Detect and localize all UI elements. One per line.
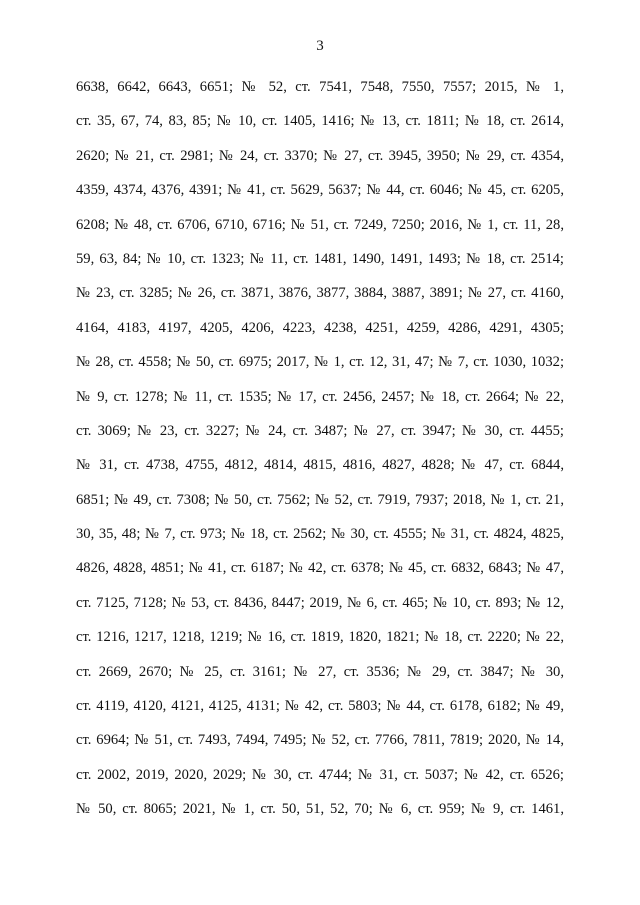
- text-line: 6208; № 48, ст. 6706, 6710, 6716; № 51, ст. 7249, 7250; 2016, № 1, ст. 11, 28,: [76, 216, 564, 233]
- text-line: № 50, ст. 8065; 2021, № 1, ст. 50, 51, 52, 70; № 6, ст. 959; № 9, ст. 1461,: [76, 801, 564, 818]
- text-line: 4359, 4374, 4376, 4391; № 41, ст. 5629, 5637; № 44, ст. 6046; № 45, ст. 6205,: [76, 182, 564, 199]
- text-line: ст. 7125, 7128; № 53, ст. 8436, 8447; 2019, № 6, ст. 465; № 10, ст. 893; № 12,: [76, 594, 564, 611]
- text-line: ст. 35, 67, 74, 83, 85; № 10, ст. 1405, 1416; № 13, ст. 1811; № 18, ст. 2614,: [76, 113, 564, 130]
- text-line: 2620; № 21, ст. 2981; № 24, ст. 3370; № 27, ст. 3945, 3950; № 29, ст. 4354,: [76, 147, 564, 164]
- text-line: 30, 35, 48; № 7, ст. 973; № 18, ст. 2562; № 30, ст. 4555; № 31, ст. 4824, 4825,: [76, 526, 564, 543]
- text-line: ст. 2669, 2670; № 25, ст. 3161; № 27, ст. 3536; № 29, ст. 3847; № 30,: [76, 663, 564, 680]
- text-line: № 28, ст. 4558; № 50, ст. 6975; 2017, № 1, ст. 12, 31, 47; № 7, ст. 1030, 1032;: [76, 354, 564, 371]
- text-line: 4164, 4183, 4197, 4205, 4206, 4223, 4238, 4251, 4259, 4286, 4291, 4305;: [76, 319, 564, 336]
- text-line: ст. 6964; № 51, ст. 7493, 7494, 7495; № 52, ст. 7766, 7811, 7819; 2020, № 14,: [76, 732, 564, 749]
- text-line: ст. 3069; № 23, ст. 3227; № 24, ст. 3487; № 27, ст. 3947; № 30, ст. 4455;: [76, 422, 564, 439]
- text-line: ст. 2002, 2019, 2020, 2029; № 30, ст. 4744; № 31, ст. 5037; № 42, ст. 6526;: [76, 766, 564, 783]
- text-line: ст. 4119, 4120, 4121, 4125, 4131; № 42, ст. 5803; № 44, ст. 6178, 6182; № 49,: [76, 698, 564, 715]
- text-line: 6851; № 49, ст. 7308; № 50, ст. 7562; № 52, ст. 7919, 7937; 2018, № 1, ст. 21,: [76, 491, 564, 508]
- text-line: № 9, ст. 1278; № 11, ст. 1535; № 17, ст. 2456, 2457; № 18, ст. 2664; № 22,: [76, 388, 564, 405]
- text-line: ст. 1216, 1217, 1218, 1219; № 16, ст. 1819, 1820, 1821; № 18, ст. 2220; № 22,: [76, 629, 564, 646]
- text-line: 59, 63, 84; № 10, ст. 1323; № 11, ст. 1481, 1490, 1491, 1493; № 18, ст. 2514;: [76, 250, 564, 267]
- page-number: 3: [316, 38, 324, 54]
- body-text: [76, 72, 564, 829]
- text-line: № 31, ст. 4738, 4755, 4812, 4814, 4815, 4816, 4827, 4828; № 47, ст. 6844,: [76, 457, 564, 474]
- text-line: № 23, ст. 3285; № 26, ст. 3871, 3876, 3877, 3884, 3887, 3891; № 27, ст. 4160,: [76, 285, 564, 302]
- text-line: 6638, 6642, 6643, 6651; № 52, ст. 7541, 7548, 7550, 7557; 2015, № 1,: [76, 79, 564, 95]
- text-line: 4826, 4828, 4851; № 41, ст. 6187; № 42, ст. 6378; № 45, ст. 6832, 6843; № 47,: [76, 560, 564, 577]
